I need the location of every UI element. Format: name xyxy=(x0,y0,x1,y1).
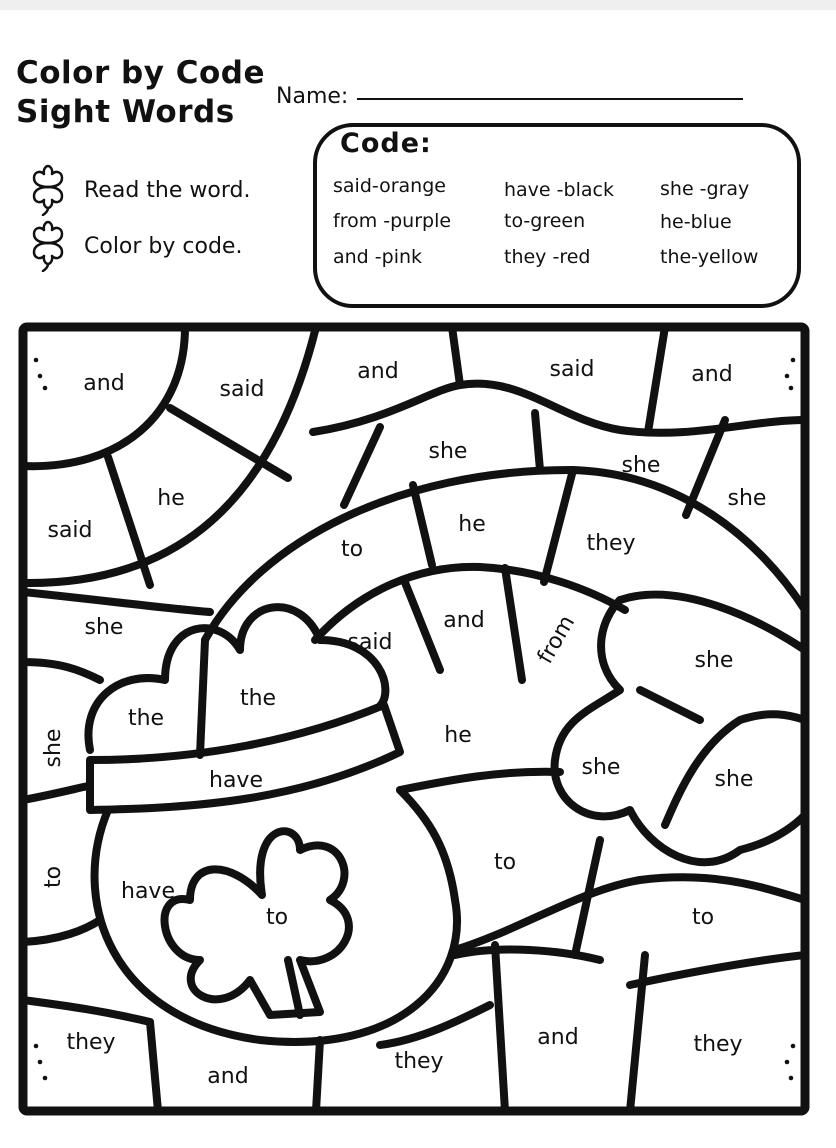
region-word: said xyxy=(347,630,393,655)
title-line-2: Sight Words xyxy=(16,94,235,130)
sun-arc xyxy=(23,327,185,466)
instruction-text: Color by code. xyxy=(84,233,243,259)
code-title: Code: xyxy=(340,128,432,159)
region-word: she xyxy=(84,615,124,640)
right-shamrock xyxy=(555,600,805,862)
code-entry: they -red xyxy=(504,246,591,268)
region-word: and xyxy=(443,608,485,633)
ground-wave-1 xyxy=(400,772,560,790)
title-line-1: Color by Code xyxy=(16,55,266,91)
region-word: they xyxy=(394,1049,444,1074)
region-word: she xyxy=(428,439,468,464)
region-word: the xyxy=(239,686,277,711)
region-word: to xyxy=(691,905,715,930)
region-word: to xyxy=(41,865,66,889)
region-word: he xyxy=(458,512,486,537)
region-word: said xyxy=(219,377,265,402)
region-word: to xyxy=(340,537,364,562)
region-word: he xyxy=(444,723,472,748)
region-word: they xyxy=(693,1032,743,1057)
code-entry: said-orange xyxy=(333,175,446,197)
region-word: he xyxy=(157,486,185,511)
code-entry: the-yellow xyxy=(660,246,759,268)
region-word: she xyxy=(41,728,66,768)
region-word: she xyxy=(714,767,754,792)
region-word: they xyxy=(66,1030,116,1055)
instruction-text: Read the word. xyxy=(84,177,251,203)
region-word: the xyxy=(127,706,165,731)
region-word: have xyxy=(209,768,263,793)
region-word: said xyxy=(549,357,595,382)
region-word: to xyxy=(265,905,289,930)
sky-wave-1 xyxy=(313,384,805,433)
region-word: she xyxy=(621,453,661,478)
region-word: have xyxy=(121,879,175,904)
sun-outer-arc xyxy=(23,327,316,583)
region-word: and xyxy=(537,1025,579,1050)
region-word: and xyxy=(83,371,125,396)
region-word: and xyxy=(691,362,733,387)
region-word: and xyxy=(357,359,399,384)
code-entry: he-blue xyxy=(660,211,732,233)
region-word: said xyxy=(47,518,93,543)
region-word: to xyxy=(493,850,517,875)
region-word: they xyxy=(586,531,636,556)
name-label: Name: xyxy=(276,84,349,109)
region-word: she xyxy=(581,755,621,780)
region-word: from xyxy=(532,611,581,669)
region-word: she xyxy=(727,486,767,511)
code-entry: and -pink xyxy=(333,246,423,268)
pot-shamrock xyxy=(165,831,349,1015)
code-entry: to-green xyxy=(504,210,586,232)
region-word: and xyxy=(207,1064,249,1089)
code-entry: have -black xyxy=(504,179,614,201)
code-entry: from -purple xyxy=(333,210,452,232)
region-word: she xyxy=(694,648,734,673)
code-entry: she -gray xyxy=(660,178,750,200)
